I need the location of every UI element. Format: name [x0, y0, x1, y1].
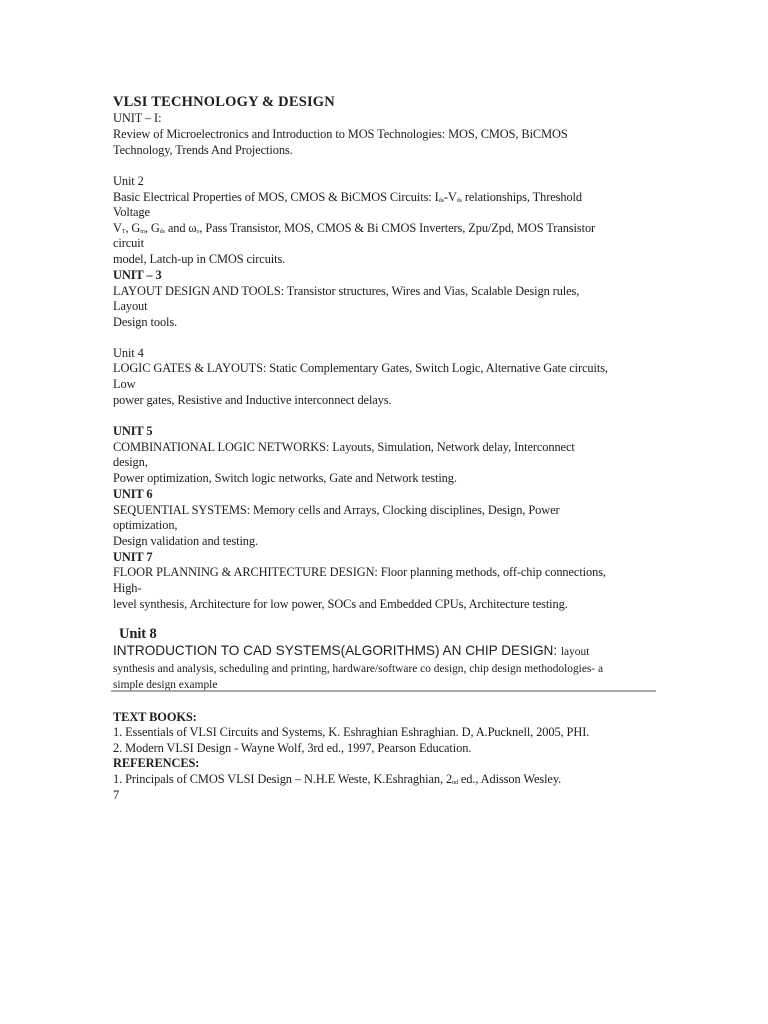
unit8-line3: simple design example	[113, 679, 218, 691]
unit2-line1-text: relationships, Threshold	[461, 190, 582, 204]
horizontal-divider	[111, 690, 656, 692]
subscript: T	[121, 229, 126, 235]
textbooks-heading: TEXT BOOKS:	[113, 710, 197, 724]
subscript: ds	[438, 198, 444, 204]
unit4-line2: Low	[113, 377, 136, 391]
superscript: nd	[452, 780, 458, 786]
unit3-heading: UNIT – 3	[113, 268, 162, 282]
unit2-line3	[113, 220, 595, 236]
unit7-line2: High-	[113, 581, 142, 595]
references-heading: REFERENCES:	[113, 756, 200, 770]
unit2-heading: Unit 2	[113, 174, 144, 188]
unit6-line3: Design validation and testing.	[113, 534, 258, 548]
unit2-line1-text: -V	[443, 190, 457, 204]
unit2-line3-text: , G	[144, 221, 160, 235]
unit2-line1-text: Basic Electrical Properties of MOS, CMOS & BiCMOS Circuits: I	[113, 190, 439, 204]
unit2-line1	[113, 189, 582, 205]
unit2-line4: circuit	[113, 236, 144, 250]
unit8-line1-tail: layout	[560, 646, 590, 658]
reference-item-1-text: ed., Adisson Wesley.	[457, 772, 562, 786]
textbook-item-1: 1. Essentials of VLSI Circuits and Systems, K. Eshraghian Eshraghian. D, A.Pucknell, 2005, PHI.	[113, 725, 590, 739]
unit4-heading: Unit 4	[113, 346, 144, 360]
unit4-line3: power gates, Resistive and Inductive interconnect delays.	[113, 393, 392, 407]
unit1-line1: Review of Microelectronics and Introduction to MOS Technologies: MOS, CMOS, BiCMOS	[113, 127, 568, 141]
unit5-heading: UNIT 5	[113, 424, 153, 438]
unit1-heading: UNIT – I:	[113, 111, 162, 125]
unit3-line1: LAYOUT DESIGN AND TOOLS: Transistor structures, Wires and Vias, Scalable Design rules,	[113, 284, 580, 298]
unit3-line2: Layout	[113, 299, 148, 313]
unit2-line3-text: , Pass Transistor, MOS, CMOS & Bi CMOS Inverters, Zpu/Zpd, MOS Transistor	[199, 221, 596, 235]
unit1-line2: Technology, Trends And Projections.	[113, 143, 293, 157]
unit5-line3: Power optimization, Switch logic networks, Gate and Network testing.	[113, 471, 457, 485]
reference-item-1-text: 1. Principals of CMOS VLSI Design – N.H.E Weste, K.Eshraghian, 2	[113, 772, 453, 786]
unit6-heading: UNIT 6	[113, 487, 153, 501]
unit7-line1: FLOOR PLANNING & ARCHITECTURE DESIGN: Floor planning methods, off-chip connections,	[113, 565, 606, 579]
unit2-line5: model, Latch-up in CMOS circuits.	[113, 252, 286, 266]
unit7-line3: level synthesis, Architecture for low power, SOCs and Embedded CPUs, Architecture testing.	[113, 597, 568, 611]
reference-item-1	[113, 771, 561, 787]
unit2-line3-text: and ω	[164, 221, 197, 235]
unit2-line2: Voltage	[113, 205, 150, 219]
unit3-line3: Design tools.	[113, 315, 178, 329]
page-number: 7	[113, 788, 120, 802]
unit6-line2: optimization,	[113, 518, 178, 532]
subscript: ds	[456, 198, 462, 204]
unit2-line3-text: V	[113, 221, 122, 235]
unit2-line3-text: , G	[125, 221, 141, 235]
unit4-line1: LOGIC GATES & LAYOUTS: Static Complementary Gates, Switch Logic, Alternative Gate circuits,	[113, 361, 608, 375]
subscript: m	[140, 229, 145, 235]
textbook-item-2: 2. Modern VLSI Design - Wayne Wolf, 3rd ed., 1997, Pearson Education.	[113, 741, 472, 755]
unit7-heading: UNIT 7	[113, 550, 153, 564]
unit8-line2: synthesis and analysis, scheduling and printing, hardware/software co design, chip design methodologies- a	[113, 663, 604, 675]
subscript: ds	[159, 229, 165, 235]
unit8-line1-text: INTRODUCTION TO CAD SYSTEMS(ALGORITHMS) AN CHIP DESIGN:	[113, 643, 561, 658]
document-title: VLSI TECHNOLOGY & DESIGN	[113, 94, 335, 110]
unit5-line1: COMBINATIONAL LOGIC NETWORKS: Layouts, Simulation, Network delay, Interconnect	[113, 440, 575, 454]
unit8-heading: Unit 8	[119, 626, 157, 642]
unit5-line2: design,	[113, 455, 148, 469]
unit8-line1	[113, 643, 589, 660]
subscript: o	[196, 229, 200, 235]
unit6-line1: SEQUENTIAL SYSTEMS: Memory cells and Arrays, Clocking disciplines, Design, Power	[113, 503, 560, 517]
